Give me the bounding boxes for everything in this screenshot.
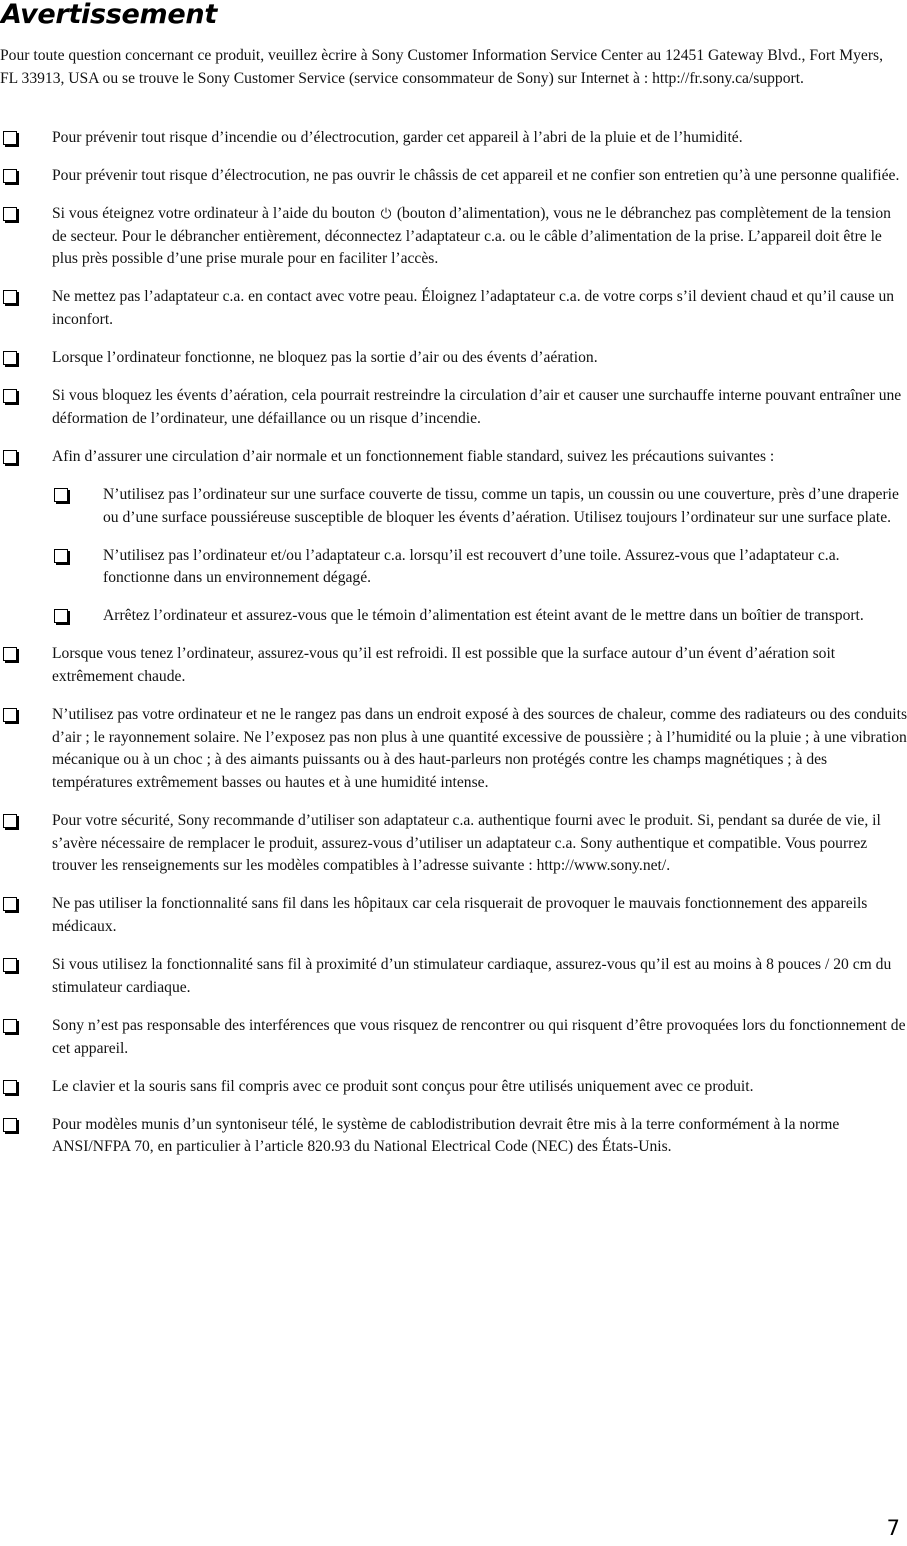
- list-item: [0, 893, 907, 938]
- list-item: [0, 810, 907, 878]
- page-title: Avertissement: [1, 0, 217, 30]
- list-item-text: [52, 203, 907, 271]
- intro-paragraph: Pour toute question concernant ce produit, veuillez ècrire à Sony Customer Information Service Center au 12451 Gateway Blvd., Fort Myers, FL 33913, USA ou se trouve le Sony Customer Service (service consommateur de Sony) sur Internet à : http://fr.sony.ca/support.: [0, 47, 883, 87]
- checkbox-bullet-icon: [54, 549, 68, 563]
- text-before-icon: Si vous éteignez votre ordinateur à l’aide du bouton: [52, 205, 376, 222]
- list-item-text: Ne pas utiliser la fonctionnalité sans fil dans les hôpitaux car cela risquerait de provoquer le mauvais fonctionnement des appareils médicaux.: [52, 895, 868, 936]
- list-item: [0, 704, 907, 795]
- nested-list-item: [0, 484, 907, 529]
- list-item-text: Pour prévenir tout risque d’incendie ou d’électrocution, garder cet appareil à l’abri de la pluie et de l’humidité.: [52, 129, 743, 146]
- checkbox-bullet-icon: [3, 1080, 17, 1094]
- checkbox-bullet-icon: [3, 290, 17, 304]
- list-item-text: Afin d’assurer une circulation d’air normale et un fonctionnement fiable standard, suivez les précautions suivantes :: [52, 447, 775, 465]
- list-item-text: N’utilisez pas l’ordinateur sur une surface couverte de tissu, comme un tapis, un coussin ou une couverture, près d’une draperie ou d’une surface poussiéreuse susceptible de bloquer les évents d’aération. Utilisez toujours l’ordinateur sur une surface plate.: [103, 485, 899, 526]
- list-item-text: Sony n’est pas responsable des interférences que vous risquez de rencontrer ou qui risquent d’être provoquées lors du fonctionnement de cet appareil.: [52, 1016, 906, 1057]
- checkbox-bullet-icon: [3, 897, 17, 911]
- nested-list-item: [0, 545, 907, 590]
- checkbox-bullet-icon: [3, 351, 17, 365]
- checkbox-bullet-icon: [3, 958, 17, 972]
- checkbox-bullet-icon: [3, 169, 17, 183]
- list-item: [0, 643, 907, 688]
- list-item: [0, 347, 907, 370]
- checkbox-bullet-icon: [3, 814, 17, 828]
- checkbox-bullet-icon: [3, 389, 17, 403]
- list-item: [0, 127, 907, 150]
- list-item: [0, 1114, 907, 1159]
- checkbox-bullet-icon: [3, 1118, 17, 1132]
- list-item-text: Pour votre sécurité, Sony recommande d’utiliser son adaptateur c.a. authentique fourni avec le produit. Si, pendant sa durée de vie, il s’avère nécessaire de remplacer le produit, assurez-vous d’utiliser un adaptateur c.a. Sony authentique et compatible. Vous pourrez trouver les renseignements sur les modèles compatibles à l’adresse suivante : http://www.sony.net/.: [52, 812, 881, 875]
- checkbox-bullet-icon: [3, 647, 17, 661]
- list-item: [0, 385, 907, 430]
- warning-list: [0, 127, 907, 1174]
- power-icon: [380, 204, 392, 216]
- checkbox-bullet-icon: [3, 1019, 17, 1033]
- list-item-text: Si vous utilisez la fonctionnalité sans fil à proximité d’un stimulateur cardiaque, assurez-vous qu’il est au moins à 8 pouces / 20 cm du stimulateur cardiaque.: [52, 956, 892, 996]
- list-item-text: Pour modèles munis d’un syntoniseur télé, le système de cablodistribution devrait être mis à la terre conformément à la norme ANSI/NFPA 70, en particulier à l’article 820.93 du National Electrical Code (NEC) des États-Unis.: [52, 1115, 840, 1156]
- list-item-text: Ne mettez pas l’adaptateur c.a. en contact avec votre peau. Éloignez l’adaptateur c.a. de votre corps s’il devient chaud et qu’il cause un inconfort.: [52, 288, 895, 329]
- list-item-text: Si vous bloquez les évents d’aération, cela pourrait restreindre la circulation d’air et causer une surchauffe interne pouvant entraîner une déformation de l’ordinateur, une défaillance ou un risque d’incendie.: [52, 387, 902, 427]
- list-item: [0, 1015, 907, 1060]
- list-item: [0, 203, 907, 271]
- list-item: [0, 954, 907, 999]
- list-item-text: Lorsque l’ordinateur fonctionne, ne bloquez pas la sortie d’air ou des évents d’aération.: [52, 349, 598, 367]
- list-item-text: N’utilisez pas l’ordinateur et/ou l’adaptateur c.a. lorsqu’il est recouvert d’une toile. Assurez-vous que l’adaptateur c.a. fonctionne dans un environnement dégagé.: [103, 546, 840, 587]
- text-after-icon: (bouton d’alimentation), vous ne le débranchez pas complètement de la tension de secteur. Pour le débrancher entièrement, déconnectez l’adaptateur c.a. ou le câble d’alimentation de la prise. L’appareil doit être le plus près possible d’une prise murale pour en faciliter l’accès.: [52, 205, 891, 268]
- checkbox-bullet-icon: [3, 207, 17, 221]
- list-item-text: N’utilisez pas votre ordinateur et ne le rangez pas dans un endroit exposé à des sources de chaleur, comme des radiateurs ou des conduits d’air ; le rayonnement solaire. Ne l’exposez pas non plus à une quantité excessive de poussière ; à l’humidité ou la pluie ; à une vibration mécanique ou à un choc ; à des aimants puissants ou à des haut-parleurs non protégés contre les champs magnétiques ; à des températures extrêmement basses ou hautes et à une humidité intense.: [52, 705, 907, 792]
- list-item-text: Pour prévenir tout risque d’électrocution, ne pas ouvrir le châssis de cet appareil et ne confier son entretien qu’à une personne qualifiée.: [52, 167, 900, 184]
- list-item: [0, 446, 907, 469]
- page-number: 7: [886, 1516, 900, 1540]
- checkbox-bullet-icon: [54, 488, 68, 502]
- checkbox-bullet-icon: [3, 708, 17, 722]
- checkbox-bullet-icon: [54, 609, 68, 623]
- list-item-text: Lorsque vous tenez l’ordinateur, assurez-vous qu’il est refroidi. Il est possible que la surface autour d’un évent d’aération soit extrêmement chaude.: [52, 645, 836, 685]
- list-item-text: Le clavier et la souris sans fil compris avec ce produit sont conçus pour être utilisés uniquement avec ce produit.: [52, 1077, 754, 1095]
- checkbox-bullet-icon: [3, 131, 17, 145]
- nested-list-item: [0, 605, 907, 628]
- checkbox-bullet-icon: [3, 450, 17, 464]
- list-item: [0, 286, 907, 331]
- list-item-text: Arrêtez l’ordinateur et assurez-vous que le témoin d’alimentation est éteint avant de le mettre dans un boîtier de transport.: [103, 607, 864, 625]
- list-item: [0, 165, 907, 188]
- list-item: [0, 1076, 907, 1099]
